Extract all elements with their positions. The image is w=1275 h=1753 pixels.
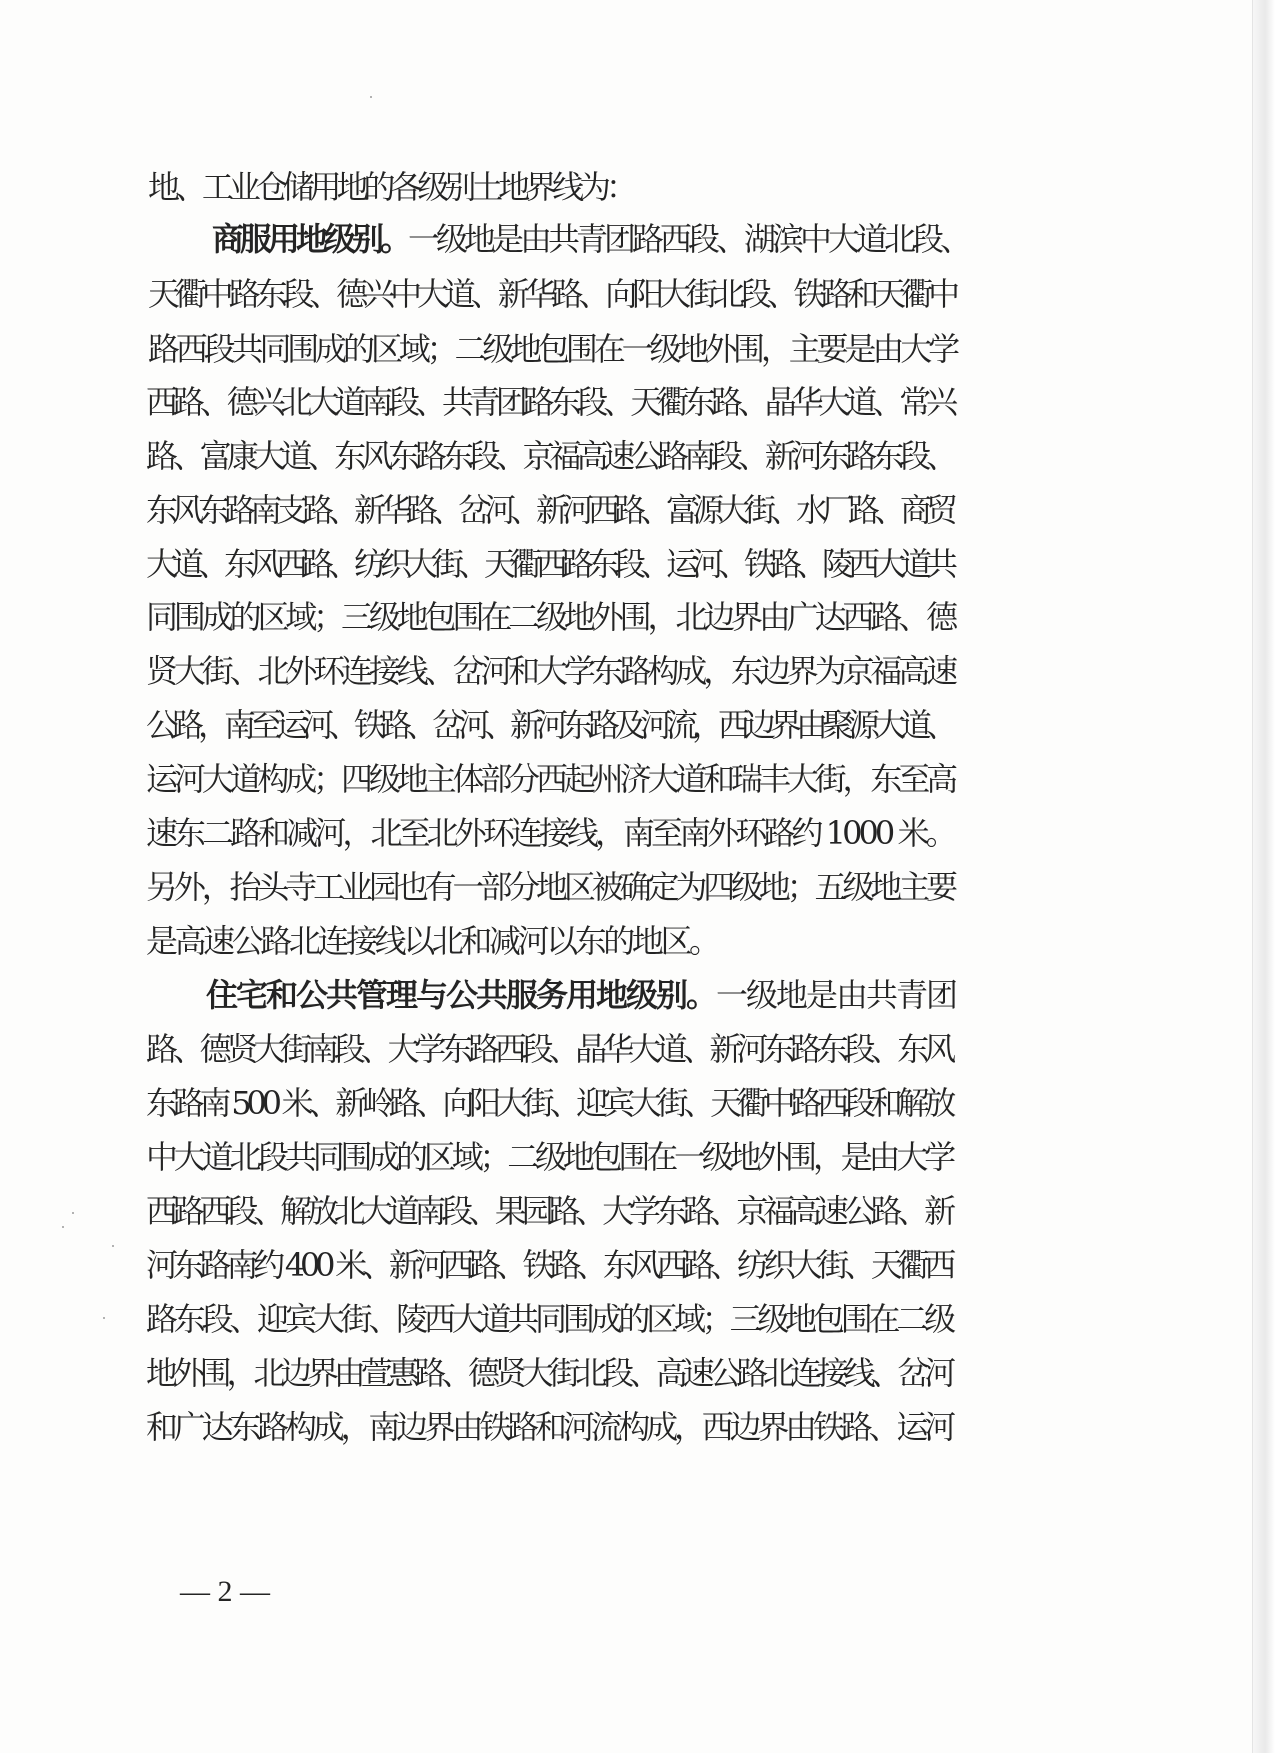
text-line: 大道、东风西路、纺织大街、天衢西路东段、运河、铁路、陵西大道共 — [146, 545, 953, 583]
text-line: 西路西段、解放北大道南段、果园路、大学东路、京福高速公路、新 — [146, 1192, 951, 1230]
page-number: — 2 — — [180, 1575, 270, 1608]
text-line: 公路，南至运河、铁路、岔河、新河东路及河流，西边界由聚源大道、 — [146, 706, 953, 744]
scan-speck — [103, 1317, 105, 1319]
text-line: 路、德贤大街南段、大学东路西段、晶华大道、新河东路东段、东风 — [146, 1030, 951, 1068]
text-line: 和广达东路构成，南边界由铁路和河流构成，西边界由铁路、运河 — [146, 1408, 952, 1446]
text-line: 速东二路和减河，北至北外环连接线，南至南外环路约 1000 米。 — [146, 814, 954, 852]
text-line: 路东段、迎宾大街、陵西大道共同围成的区域；三级地包围在二级 — [146, 1300, 952, 1338]
text-line-content: 一级地是由共青团 — [716, 976, 957, 1014]
text-line: 地外围，北边界由萱惠路、德贤大街北段、高速公路北连接线、岔河 — [146, 1354, 951, 1392]
scan-speck — [370, 96, 372, 98]
text-line: 东风东路南支路、新华路、岔河、新河西路、富源大街、水厂路、商贸 — [146, 491, 953, 529]
text-line: 东路南 500 米、新岭路、向阳大街、迎宾大街、天衢中路西段和解放 — [146, 1084, 952, 1122]
text-line — [206, 970, 956, 1016]
text-line: 路西段共同围成的区域；二级地包围在一级地外围，主要是由大学 — [148, 330, 956, 368]
text-line: 中大道北段共同围成的区域；二级地包围在一级地外围，是由大学 — [146, 1138, 952, 1176]
text-line: 西路、德兴北大道南段、共青团路东段、天衢东路、晶华大道、常兴 — [146, 383, 954, 421]
text-line: 是高速公路北连接线以北和减河以东的地区。 — [146, 922, 718, 960]
section-heading: 住宅和公共管理与公共服务用地级别。 — [206, 976, 717, 1014]
text-line: 同围成的区域；三级地包围在二级地外围，北边界由广达西路、德 — [146, 598, 954, 636]
text-line — [212, 214, 968, 260]
text-line: 另外，抬头寺工业园也有一部分地区被确定为四级地；五级地主要 — [146, 868, 954, 906]
scan-edge — [1252, 0, 1275, 1753]
section-heading: 商服用地级别。 — [212, 220, 409, 258]
text-line: 河东路南约 400 米、新河西路、铁路、东风西路、纺织大街、天衢西 — [146, 1246, 952, 1284]
text-line: 贤大街、北外环连接线、岔河和大学东路构成，东边界为京福高速 — [146, 652, 954, 690]
text-line-content: 一级地是由共青团路西段、湖滨中大道北段、 — [408, 220, 969, 258]
text-line: 天衢中路东段、德兴中大道、新华路、向阳大街北段、铁路和天衢中 — [148, 275, 956, 313]
scan-speck — [62, 1226, 64, 1228]
scan-speck — [112, 1245, 114, 1247]
text-line: 路、富康大道、东风东路东段、京福高速公路南段、新河东路东段、 — [146, 437, 954, 475]
text-line: 地、工业仓储用地的各级别土地界线为： — [148, 168, 633, 206]
scan-speck — [72, 1212, 74, 1214]
text-line: 运河大道构成；四级地主体部分西起州济大道和瑞丰大街，东至高 — [146, 760, 954, 798]
